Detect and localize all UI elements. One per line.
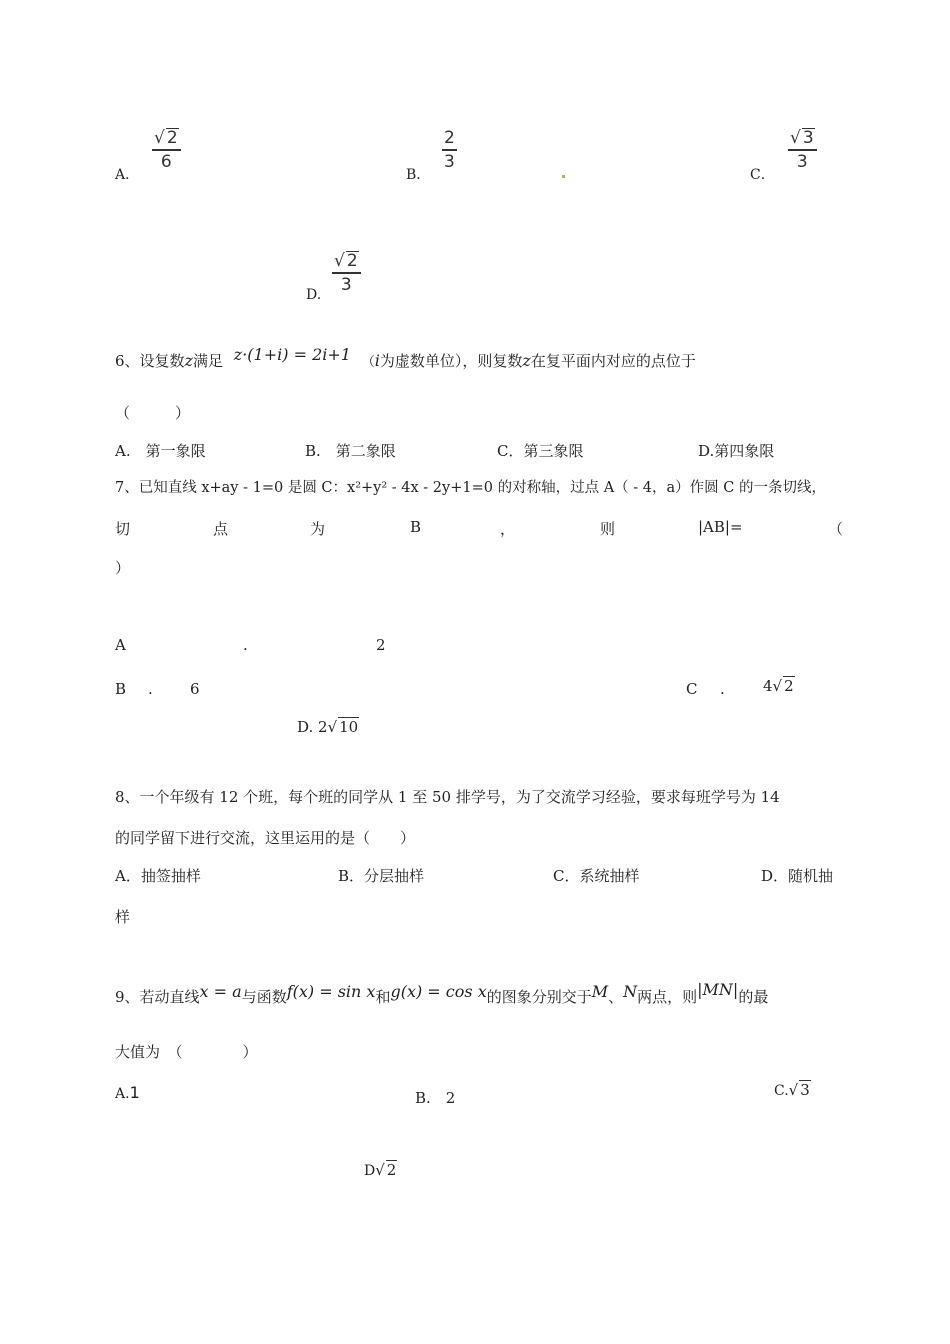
q5-option-d-label: D. xyxy=(306,287,322,303)
q7-option-b-dot: . xyxy=(148,680,153,698)
variable-z: z xyxy=(184,351,193,370)
q6-option-c: C．第三象限 xyxy=(497,442,584,460)
q9-option-d xyxy=(364,1160,397,1179)
radicand: 2 xyxy=(784,677,794,695)
q8-option-b: B．分层抽样 xyxy=(338,867,425,885)
q7-option-d xyxy=(297,717,359,736)
coefficient: 4 xyxy=(763,677,773,695)
q7-word: 切 xyxy=(115,520,131,538)
radicand: 3 xyxy=(800,1081,810,1099)
q7-word: 点 xyxy=(213,520,229,538)
stray-dot xyxy=(562,175,565,178)
q7-option-a-label: A xyxy=(115,636,126,654)
radicand: 10 xyxy=(339,718,359,736)
q9-text: 两点，则 xyxy=(637,988,698,1006)
q6-option-b: B. 第二象限 xyxy=(305,442,396,460)
q7-word: |AB|= xyxy=(698,518,743,536)
q9-option-c-label: C. xyxy=(774,1083,789,1099)
q8-stem-line2: 的同学留下进行交流，这里运用的是（ ） xyxy=(115,829,416,847)
q6-stem xyxy=(115,345,696,371)
q9-stem xyxy=(115,980,769,1007)
q5-option-a-fraction xyxy=(152,128,181,172)
q5-option-d-fraction xyxy=(332,251,361,295)
sqrt-symbol: √ xyxy=(772,677,783,695)
q6-equation: z·(1+i) = 2i+1 xyxy=(233,345,351,364)
q8-option-d: D．随机抽 xyxy=(761,867,834,885)
sqrt-symbol: √ xyxy=(334,251,345,271)
point-m: M xyxy=(591,982,609,1001)
q7-option-d-label: D. 2 xyxy=(297,718,328,736)
q7-option-b-value: 6 xyxy=(190,680,200,698)
q9-text: 、 xyxy=(608,988,624,1006)
q6-option-a: A. 第一象限 xyxy=(115,442,206,460)
q8-option-d-continued: 样 xyxy=(115,908,131,926)
sqrt-symbol: √ xyxy=(327,718,338,736)
q6-text: 在复平面内对应的点位于 xyxy=(530,352,696,370)
q6-text: 为虚数单位），则复数 xyxy=(379,352,523,370)
q7-option-a-value: 2 xyxy=(376,636,386,654)
q7-option-a-dot: . xyxy=(243,636,248,654)
sqrt-symbol: √ xyxy=(375,1161,385,1179)
q5-option-b-fraction xyxy=(442,128,457,172)
q6-text: 6、设复数 xyxy=(115,352,185,370)
q7-option-c-dot: . xyxy=(720,680,725,698)
sqrt-symbol: √ xyxy=(154,128,165,148)
q9-option-b: B. 2 xyxy=(415,1089,456,1107)
denominator: 6 xyxy=(160,151,172,172)
q9-expression: f(x) = sin x xyxy=(286,982,376,1001)
q6-text: 满足 xyxy=(192,352,223,370)
denominator: 3 xyxy=(796,151,808,172)
radicand: 2 xyxy=(386,1161,397,1179)
q7-stem-line3: ） xyxy=(115,559,131,577)
q9-stem-line2: 大值为 （ ） xyxy=(115,1043,258,1061)
q7-word: （ xyxy=(828,520,844,538)
q9-option-a-value: 1 xyxy=(129,1083,140,1102)
q7-word: ， xyxy=(500,520,516,538)
q9-option-d-label: D xyxy=(364,1163,376,1179)
radicand: 2 xyxy=(346,251,358,271)
q9-text: 的最 xyxy=(738,988,769,1006)
q6-option-d: D.第四象限 xyxy=(698,442,775,460)
q9-text: 的图象分别交于 xyxy=(486,988,592,1006)
q7-word: B xyxy=(410,518,422,536)
q9-text: 和 xyxy=(375,988,391,1006)
q9-text: 9、若动直线 xyxy=(115,988,200,1006)
q8-option-a: A．抽签抽样 xyxy=(115,867,201,885)
q9-expression: x = a xyxy=(199,982,242,1001)
variable-z: z xyxy=(522,351,531,370)
q5-option-c-fraction xyxy=(788,128,817,172)
q9-text: 与函数 xyxy=(241,988,287,1006)
q5-option-a-label: A． xyxy=(115,167,140,183)
q9-expression: |MN| xyxy=(697,980,739,999)
q8-option-c: C．系统抽样 xyxy=(553,867,640,885)
q7-option-c-label: C xyxy=(686,680,698,698)
q9-expression: g(x) = cos x xyxy=(390,982,487,1001)
q7-option-b-label: B xyxy=(115,680,127,698)
denominator: 3 xyxy=(340,274,352,295)
q5-option-b-label: B． xyxy=(406,167,431,183)
point-n: N xyxy=(623,982,638,1001)
variable-i: i xyxy=(374,351,380,370)
q7-option-c-value xyxy=(763,676,795,695)
denominator: 3 xyxy=(444,151,455,172)
sqrt-symbol: √ xyxy=(788,1081,799,1099)
q6-text: （ xyxy=(361,355,375,370)
q9-option-a xyxy=(115,1083,140,1102)
q6-answer-paren: （ ） xyxy=(115,404,191,422)
sqrt-symbol: √ xyxy=(790,128,801,148)
q8-stem-line1: 8、一个年级有 12 个班，每个班的同学从 1 至 50 排学号，为了交流学习经验，要求每班学号为 14 xyxy=(115,788,780,806)
radicand: 2 xyxy=(166,128,178,148)
q9-option-c xyxy=(774,1080,811,1099)
q5-option-c-label: C． xyxy=(750,167,775,183)
numerator: 2 xyxy=(444,128,455,148)
q7-word: 为 xyxy=(310,520,326,538)
q7-stem-line1: 7、已知直线 x+ay - 1=0 是圆 C：x²+y² - 4x - 2y+1=0 的对称轴，过点 A（ - 4，a）作圆 C 的一条切线， xyxy=(115,480,826,496)
radicand: 3 xyxy=(802,128,814,148)
q7-word: 则 xyxy=(600,520,616,538)
q9-option-a-label: A. xyxy=(115,1086,130,1102)
